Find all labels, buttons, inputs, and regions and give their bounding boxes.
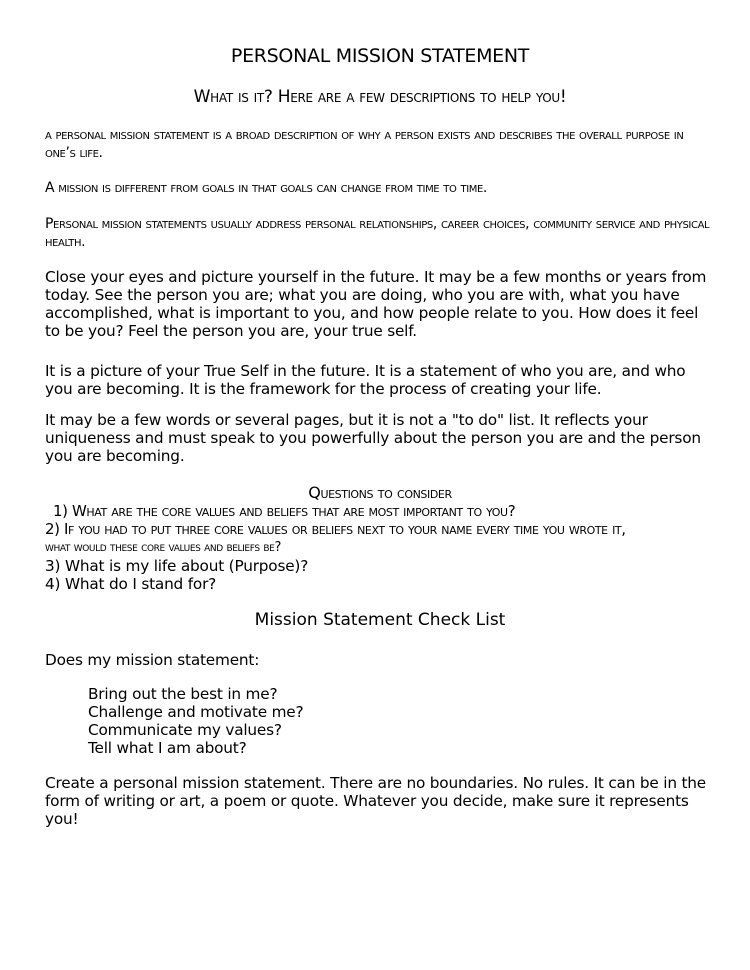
paragraph-2: It is a picture of your True Self in the future. It is a statement of who you are, and who you are becoming. It is the framework for the process of creating your life. — [45, 362, 686, 398]
checklist-item: Bring out the best in me? — [88, 685, 278, 703]
question-3: 3) What is my life about (Purpose)? — [45, 557, 309, 575]
checklist-item: Tell what I am about? — [88, 739, 247, 757]
description-2: A mission is different from goals in that goals can change from time to time. — [45, 180, 487, 196]
checklist-intro: Does my mission statement: — [45, 651, 260, 669]
subtitle: What is it? Here are a few descriptions to help you! — [193, 87, 567, 107]
closing-paragraph: Create a personal mission statement. There are no boundaries. No rules. It can be in the form of writing or art, a poem or quote. Whatever you decide, make sure it represents you! — [45, 774, 706, 828]
paragraph-3: It may be a few words or several pages, but it is not a "to do" list. It reflects your uniqueness and must speak to you powerfully about the person you are and the person you are becoming. — [45, 411, 701, 465]
question-2-continued: what would these core values and beliefs be? — [45, 540, 281, 555]
question-4: 4) What do I stand for? — [45, 575, 217, 593]
paragraph-1: Close your eyes and picture yourself in the future. It may be a few months or years from today. See the person you are; what you are doing, who you are with, what you have accomplished, what is important to you, and how people relate to you. How does it feel to be you? Feel the person you are, your true self. — [45, 268, 707, 340]
checklist-item: Communicate my values? — [88, 721, 282, 739]
question-2: 2) If you had to put three core values or beliefs next to your name every time you wrote it, — [45, 520, 626, 538]
questions-heading: Questions to consider — [308, 483, 452, 502]
question-1: 1) What are the core values and beliefs that are most important to you? — [53, 502, 516, 520]
checklist-heading: Mission Statement Check List — [254, 610, 506, 630]
page-title: PERSONAL MISSION STATEMENT — [230, 45, 530, 67]
checklist-item: Challenge and motivate me? — [88, 703, 304, 721]
description-1: a personal mission statement is a broad description of why a person exists and describes the overall purpose in one’s life. — [45, 127, 684, 161]
description-3: Personal mission statements usually address personal relationships, career choices, community service and physical health. — [45, 216, 710, 250]
